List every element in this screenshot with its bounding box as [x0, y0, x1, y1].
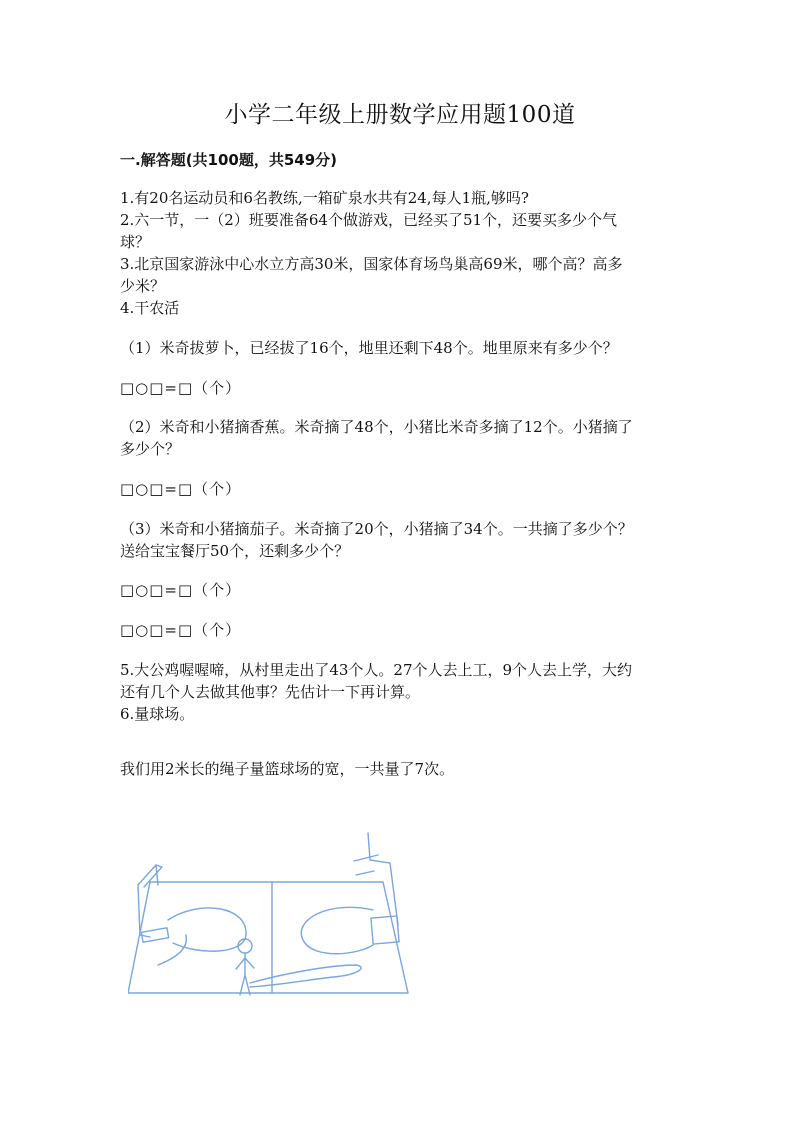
question-4: 4.干农活 [120, 299, 180, 317]
question-5-line1: 5.大公鸡喔喔啼，从村里走出了43个人。27个人去上工，9个人去上学，大约 [120, 661, 633, 679]
question-2-line1: 2.六一节，一（2）班要准备64个做游戏，已经买了51个，还要买多少个气 [120, 211, 618, 229]
question-4-3-line1: （3）米奇和小猪摘茄子。米奇摘了20个，小猪摘了34个。一共摘了多少个？ [120, 520, 633, 538]
formula-4-1: □○□=□（个） [120, 379, 242, 397]
question-4-2-line2: 多少个？ [120, 440, 181, 458]
page-title: 小学二年级上册数学应用题100道 [224, 102, 576, 128]
question-5-line2: 还有几个人去做其他事？先估计一下再计算。 [120, 683, 421, 701]
question-4-3-line2: 送给宝宝餐厅50个，还剩多少个？ [120, 542, 350, 560]
question-6: 6.量球场。 [120, 705, 195, 723]
formula-4-3-a: □○□=□（个） [120, 581, 242, 599]
formula-4-2: □○□=□（个） [120, 480, 242, 498]
question-4-1: （1）米奇拔萝卜，已经拔了16个，地里还剩下48个。地里原来有多少个？ [120, 339, 618, 357]
basketball-court-illustration [128, 825, 413, 1010]
question-6-text: 我们用2米长的绳子量篮球场的宽，一共量了7次。 [120, 760, 455, 778]
section-heading: 一.解答题(共100题，共549分) [120, 151, 338, 169]
question-3-line1: 3.北京国家游泳中心水立方高30米，国家体育场鸟巢高69米，哪个高？高多 [120, 255, 623, 273]
question-1: 1.有20名运动员和6名教练,一箱矿泉水共有24,每人1瓶,够吗? [120, 189, 529, 207]
question-4-2-line1: （2）米奇和小猪摘香蕉。米奇摘了48个，小猪比米奇多摘了12个。小猪摘了 [120, 418, 633, 436]
question-2-line2: 球？ [120, 233, 151, 251]
question-3-line2: 少米？ [120, 277, 166, 295]
formula-4-3-b: □○□=□（个） [120, 621, 242, 639]
